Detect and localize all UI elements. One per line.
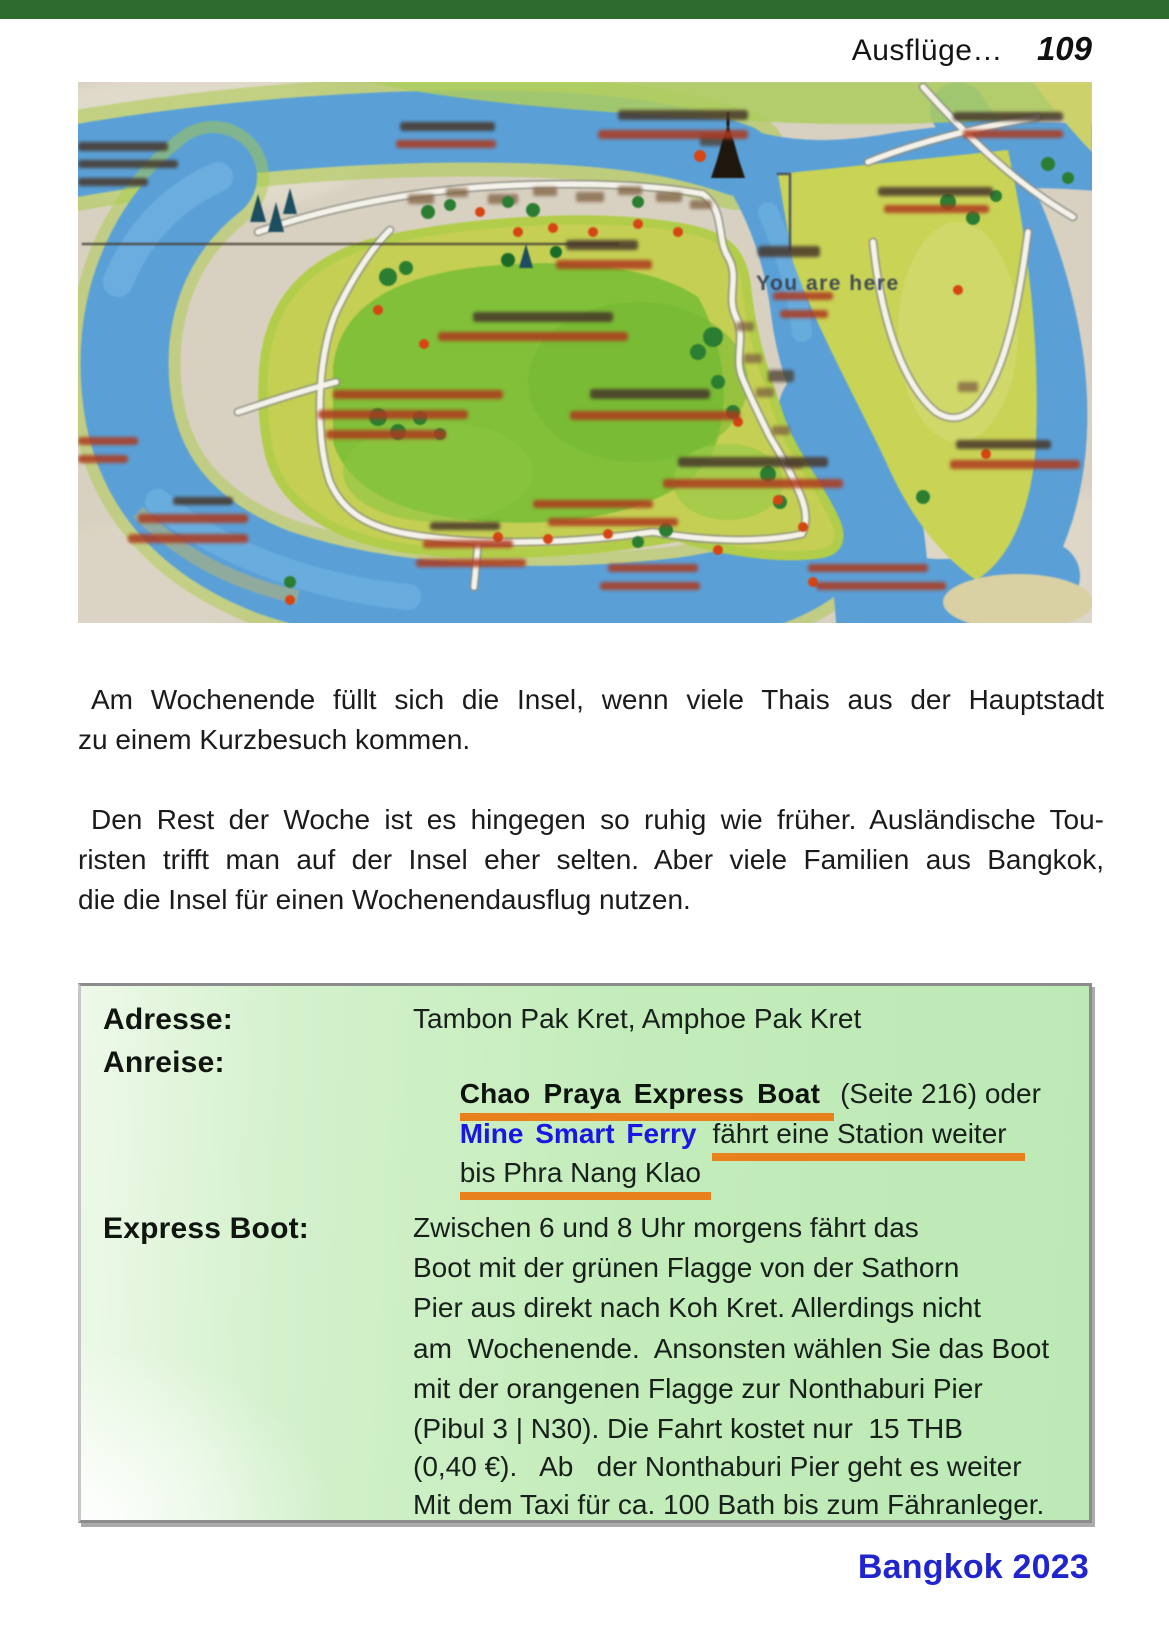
express-line: Zwischen 6 und 8 Uhr morgens fährt das (413, 1212, 919, 1243)
travel-info-box (78, 983, 1092, 1523)
express-line: (0,40 €). Ab der Nonthaburi Pier geht es weiter (413, 1451, 1022, 1482)
mine-smart-ferry-link: Mine Smart Ferry (459, 1118, 697, 1149)
text-line: risten trifft man auf der Insel eher selten. Aber viele Familien aus Bangkok, (78, 844, 1104, 875)
express-line: Boot mit der grünen Flagge von der Sathorn (413, 1252, 960, 1283)
anreise-label: Anreise: (103, 1046, 225, 1079)
edition-footer: Bangkok 2023 (857, 1548, 1089, 1586)
express-line: Mit dem Taxi für ca. 100 Bath bis zum Fähranleger. (413, 1489, 1045, 1520)
you-are-here-label: You are here (756, 272, 900, 295)
map-illustration (78, 82, 1092, 623)
anreise-after-text: (Seite 216) oder (840, 1078, 1041, 1109)
ferry-underlined-text: fährt eine Station weiter (712, 1118, 1024, 1161)
adresse-value: Tambon Pak Kret, Amphoe Pak Kret (413, 1003, 862, 1034)
adresse-label: Adresse: (103, 1003, 233, 1036)
text-line: Den Rest der Woche ist es hingegen so ruhig wie früher. Ausländische Tou- (91, 804, 1104, 835)
chao-praya-express-boat-link: Chao Praya Express Boat (460, 1078, 834, 1121)
page-header (852, 30, 1092, 68)
express-line: mit der orangenen Flagge zur Nonthaburi Pier (413, 1373, 983, 1404)
express-line: am Wochenende. Ansonsten wählen Sie das Boot (413, 1333, 1050, 1364)
text-line: zu einem Kurzbesuch kommen. (78, 724, 471, 755)
top-green-bar (0, 0, 1169, 19)
text-line: die die Insel für einen Wochenendausflug nutzen. (78, 884, 691, 915)
express-boot-label: Express Boot: (103, 1212, 309, 1245)
paragraph-weekend (78, 680, 1104, 760)
section-title: Ausflüge… (851, 34, 1003, 67)
phra-nang-klao-text: bis Phra Nang Klao (460, 1157, 711, 1200)
text-line: Am Wochenende füllt sich die Insel, wenn viele Thais aus der Hauptstadt (91, 684, 1104, 715)
koh-kret-map-image (78, 82, 1092, 623)
page-number: 109 (1036, 30, 1092, 67)
express-line: Pier aus direkt nach Koh Kret. Allerdings nicht (413, 1292, 982, 1323)
express-line: (Pibul 3 | N30). Die Fahrt kostet nur 15 THB (413, 1413, 963, 1444)
paragraph-rest-of-week (78, 800, 1104, 920)
